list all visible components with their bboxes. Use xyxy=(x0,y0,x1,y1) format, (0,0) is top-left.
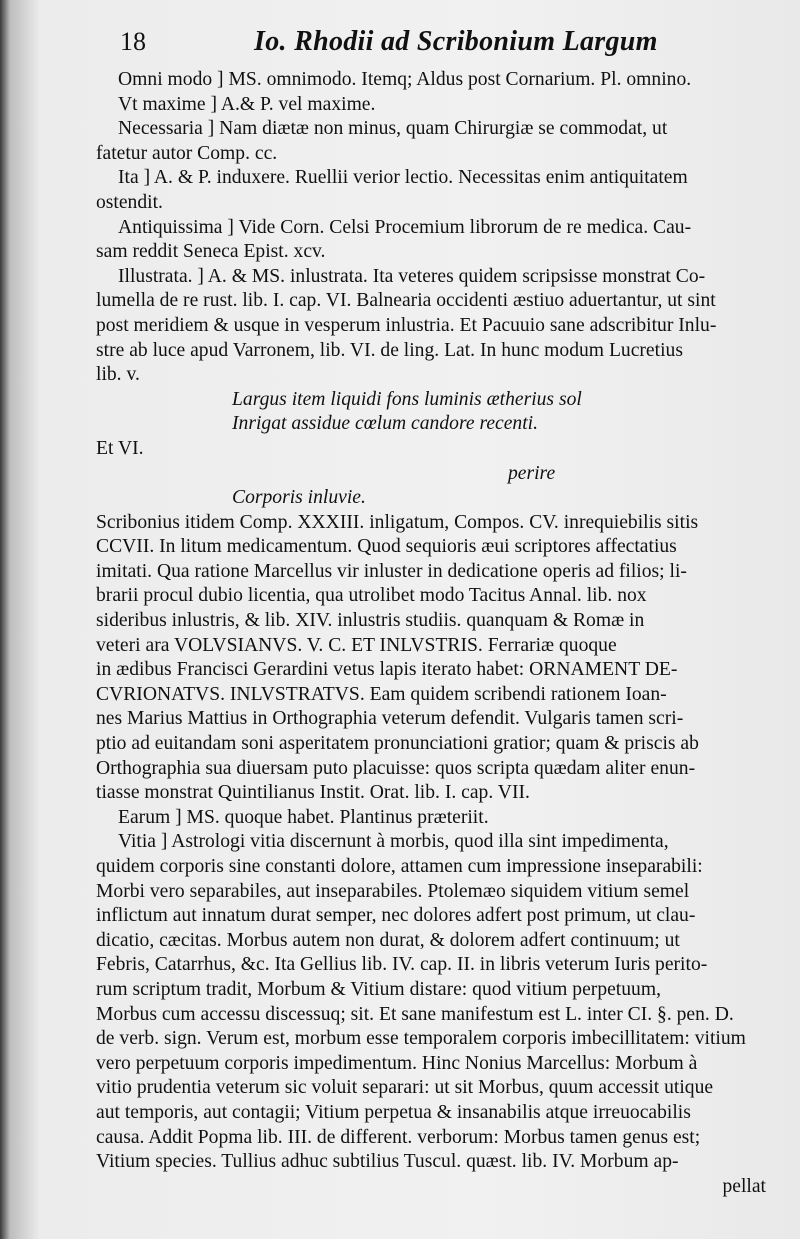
text-line: CCVII. In litum medicamentum. Quod sequioris æui scriptores affectatius xyxy=(96,536,677,558)
text-line: Necessaria ] Nam diætæ non minus, quam Chirurgiæ se commodat, ut xyxy=(118,118,668,140)
text-line: aut temporis, aut contagii; Vitium perpetua & insanabilis atque irreuocabilis xyxy=(96,1101,691,1123)
text-line: CVRIONATVS. INLVSTRATVS. Eam quidem scribendi rationem Ioan- xyxy=(96,683,667,705)
body-text xyxy=(96,68,772,1199)
text-line: Inrigat assidue cœlum candore recenti. xyxy=(232,413,539,435)
text-line: Corporis inluvie. xyxy=(232,487,366,509)
text-line: inflictum aut innatum durat semper, nec dolores adfert post primum, ut clau- xyxy=(96,905,696,927)
text-line: post meridiem & usque in vesperum inlustria. Et Pacuuio sane adscribitur Inlu- xyxy=(96,314,717,336)
text-line: imitati. Qua ratione Marcellus vir inluster in dedicatione operis ad filios; li- xyxy=(96,560,687,582)
text-line: Febris, Catarrhus, &c. Ita Gellius lib. IV. cap. II. in libris veterum Iuris perito- xyxy=(96,954,708,976)
text-line: fatetur autor Comp. cc. xyxy=(96,142,278,164)
text-line: brarii procul dubio licentia, qua utrolibet modo Tacitus Annal. lib. nox xyxy=(96,585,647,607)
text-line: Et VI. xyxy=(96,437,144,459)
text-line: tiasse monstrat Quintilianus Instit. Orat. lib. I. cap. VII. xyxy=(96,782,530,804)
text-line: Illustrata. ] A. & MS. inlustrata. Ita veteres quidem scripsisse monstrat Co- xyxy=(118,265,706,287)
text-line: Morbi vero separabiles, aut inseparabiles. Ptolemæo siquidem vitium semel xyxy=(96,880,690,902)
text-line: causa. Addit Popma lib. III. de different. verborum: Morbus tamen genus est; xyxy=(96,1126,701,1148)
text-line: dicatio, cæcitas. Morbus autem non durat, & dolorem adfert continuum; ut xyxy=(96,929,680,951)
text-line: Vitia ] Astrologi vitia discernunt à morbis, quod illa sint impedimenta, xyxy=(118,831,669,853)
text-line: Morbus cum accessu discessuq; sit. Et sane manifestum est L. inter CI. §. pen. D. xyxy=(96,1003,734,1025)
page-header xyxy=(96,26,772,68)
text-line: Scribonius itidem Comp. XXXIII. inligatum, Compos. CV. inrequiebilis sitis xyxy=(96,511,699,533)
text-line: sideribus inlustris, & lib. XIV. inlustris studiis. quanquam & Romæ in xyxy=(96,610,645,632)
text-line: perire xyxy=(508,462,556,484)
text-line: nes Marius Mattius in Orthographia veterum defendit. Vulgaris tamen scri- xyxy=(96,708,684,730)
running-title: Io. Rhodii ad Scribonium Largum xyxy=(254,26,658,57)
text-line: in ædibus Francisci Gerardini vetus lapis iterato habet: ORNAMENT DE- xyxy=(96,659,678,681)
text-line: de verb. sign. Verum est, morbum esse temporalem corporis imbecillitatem: vitium xyxy=(96,1028,746,1050)
text-line: vero perpetuum corporis impedimentum. Hinc Nonius Marcellus: Morbum à xyxy=(96,1052,698,1074)
text-line: vitio prudentia veterum sic voluit separari: ut sit Morbus, quum accessit utique xyxy=(96,1077,714,1099)
text-line: sam reddit Seneca Epist. xcv. xyxy=(96,241,326,263)
text-line: Orthographia sua diuersam puto placuisse: quos scripta quædam aliter enun- xyxy=(96,757,696,779)
text-line: lumella de re rust. lib. I. cap. VI. Balnearia occidenti æstiuo aduertantur, ut sint xyxy=(96,290,716,312)
text-line: stre ab luce apud Varronem, lib. VI. de ling. Lat. In hunc modum Lucretius xyxy=(96,339,683,361)
text-line: Earum ] MS. quoque habet. Plantinus præteriit. xyxy=(118,806,489,828)
text-line: pellat xyxy=(722,1175,766,1197)
text-line: rum scriptum tradit, Morbum & Vitium distare: quod vitium perpetuum, xyxy=(96,978,661,1000)
text-line: Vitium species. Tullius adhuc subtilius Tuscul. quæst. lib. IV. Morbum ap- xyxy=(96,1151,679,1173)
text-line: Omni modo ] MS. omnimodo. Itemq; Aldus post Cornarium. Pl. omnino. xyxy=(118,69,692,90)
text-line: Largus item liquidi fons luminis ætherius sol xyxy=(232,388,582,410)
page-number: 18 xyxy=(120,27,146,56)
text-line: quidem corporis sine constanti dolore, attamen cum impressione inseparabili: xyxy=(96,856,703,877)
text-line: ostendit. xyxy=(96,191,163,213)
text-line: veteri ara VOLVSIANVS. V. C. ET INLVSTRIS. Ferrariæ quoque xyxy=(96,634,617,656)
text-line: ptio ad euitandam soni asperitatem pronunciationi gratior; quam & priscis ab xyxy=(96,733,699,755)
text-line: Ita ] A. & P. induxere. Ruellii verior lectio. Necessitas enim antiquitatem xyxy=(118,167,688,189)
text-line: lib. v. xyxy=(96,364,140,386)
text-line: Antiquissima ] Vide Corn. Celsi Procemium librorum de re medica. Cau- xyxy=(118,216,692,238)
text-line: Vt maxime ] A.& P. vel maxime. xyxy=(118,93,376,115)
text-block xyxy=(96,26,772,1199)
